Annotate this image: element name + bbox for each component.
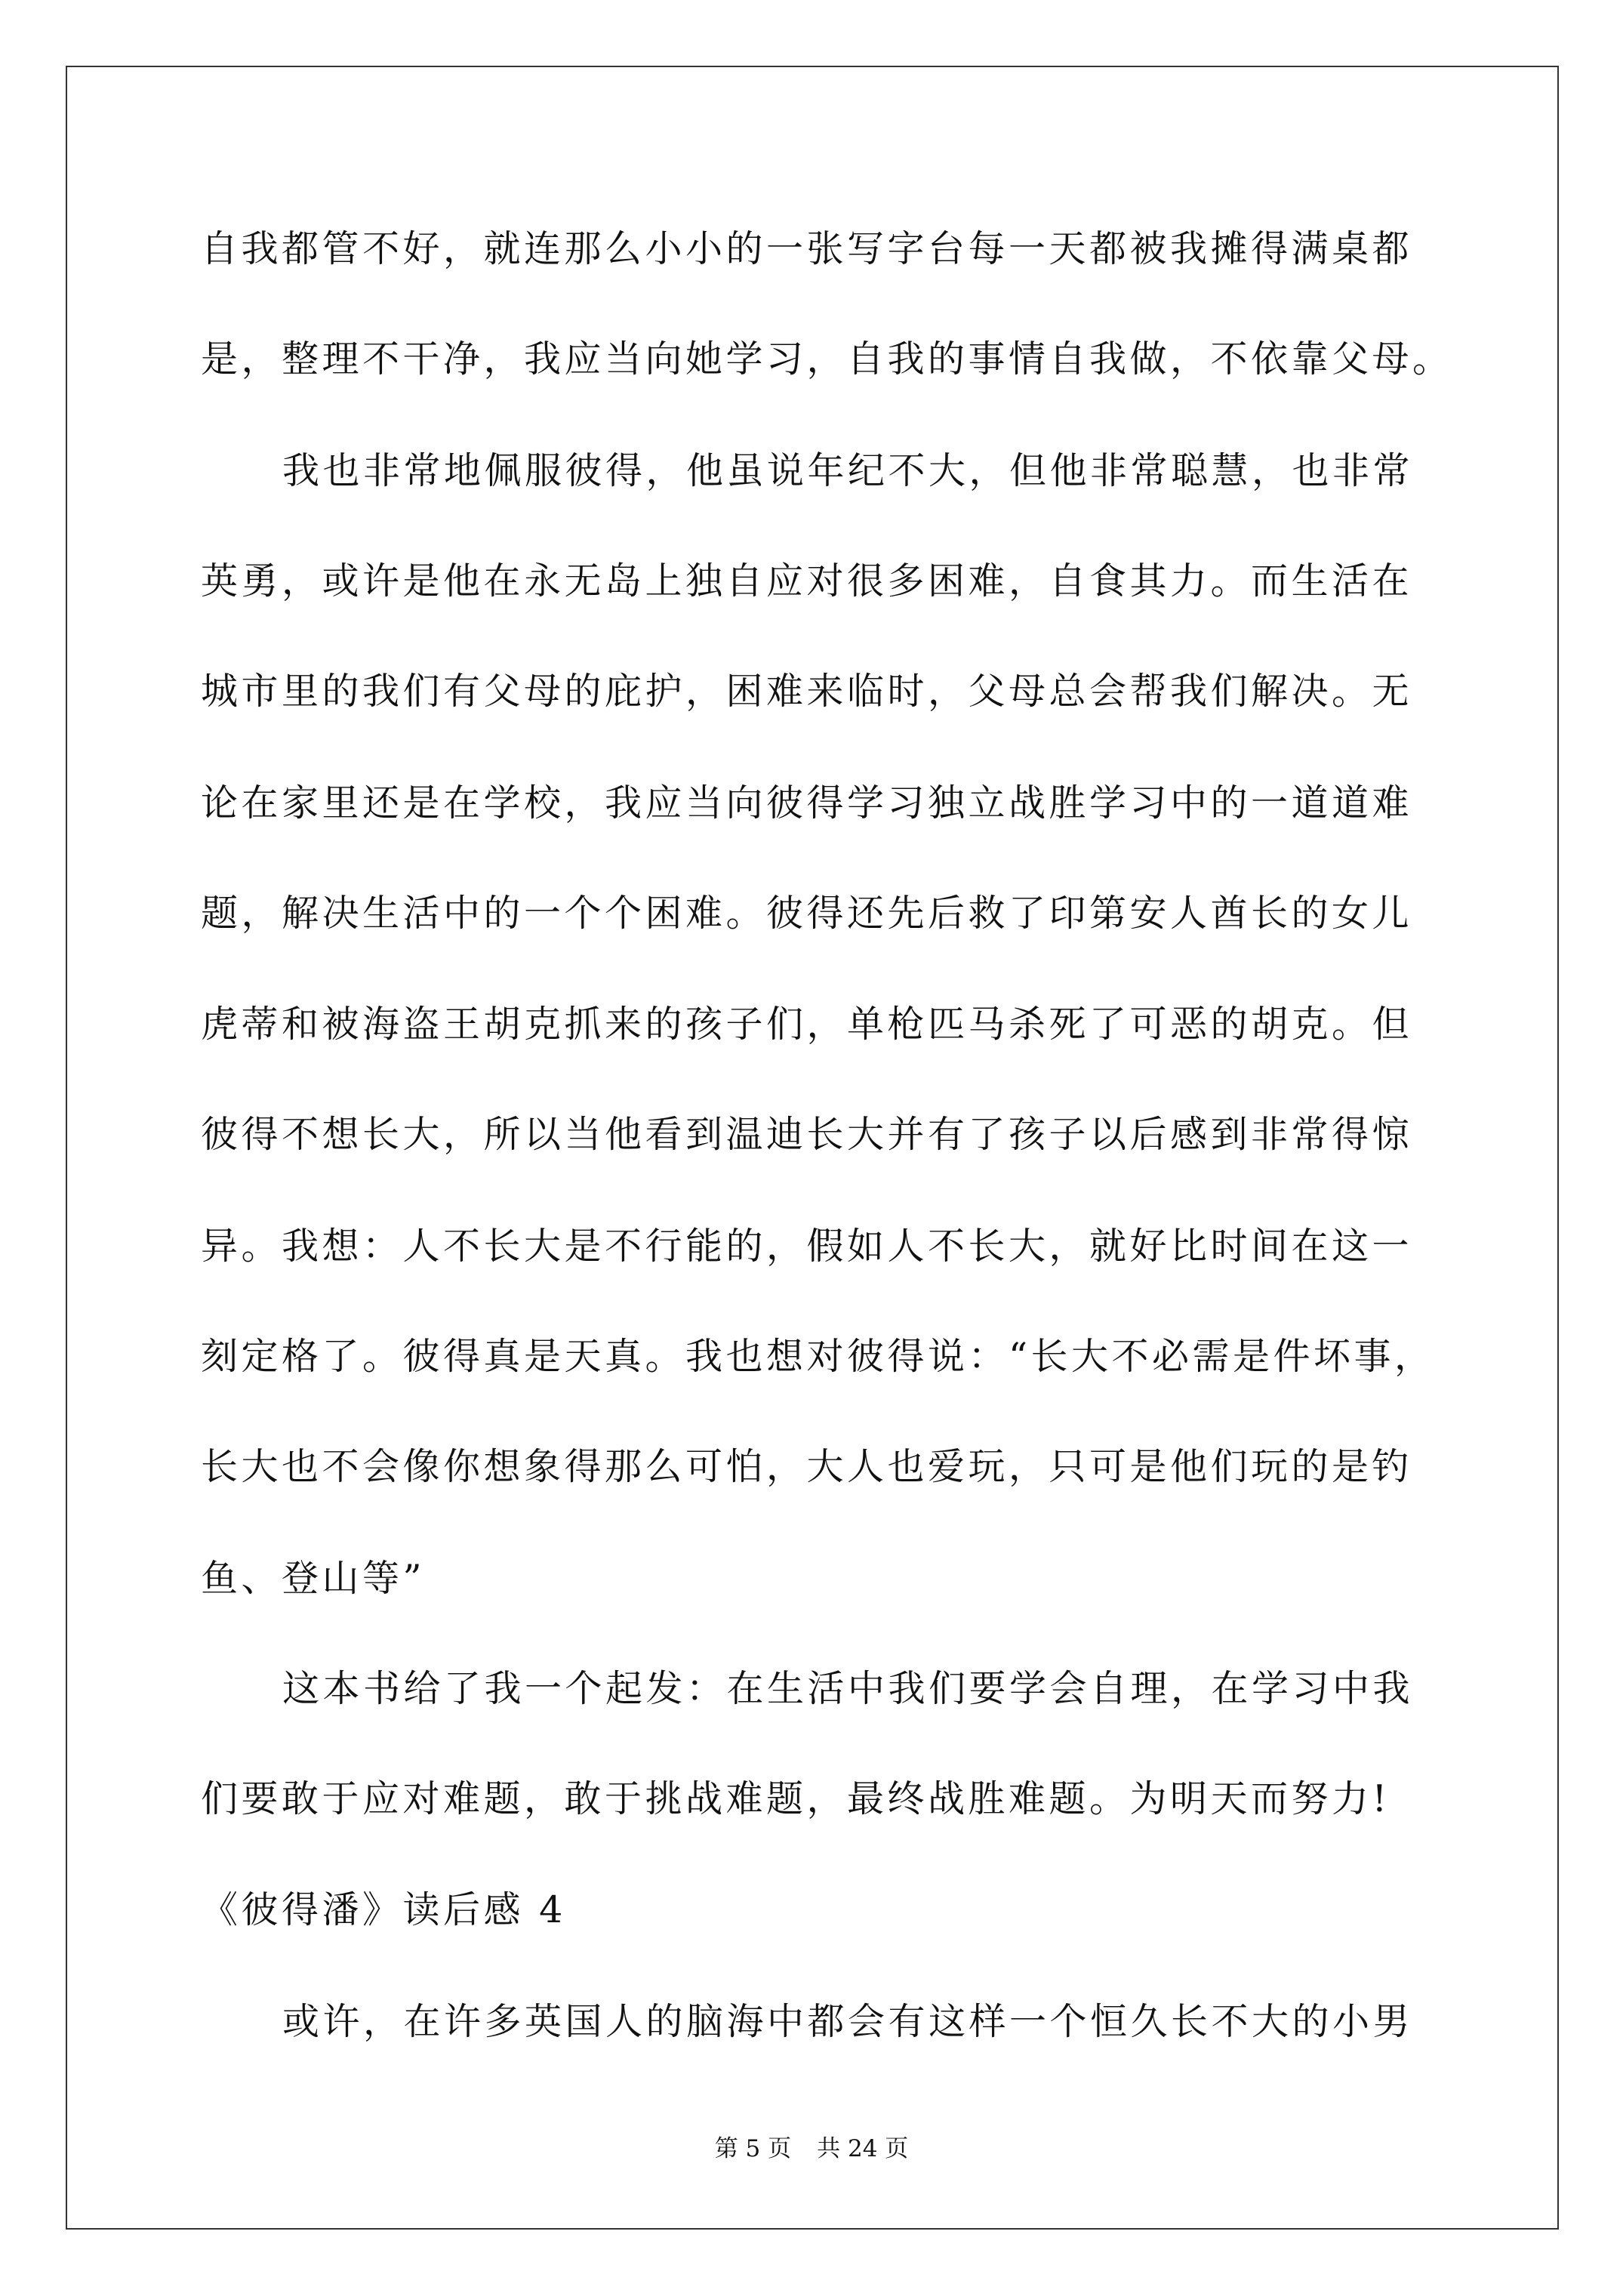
paragraph-start-line: 我也非常地佩服彼得，他虽说年纪不大，但他非常聪慧，也非常 — [282, 449, 1414, 492]
text-line: 刻定格了。彼得真是天真。我也想对彼得说：“长大不必需是件坏事， — [201, 1335, 1435, 1378]
paragraph-start-line: 或许，在许多英国人的脑海中都会有这样一个恒久长不大的小男 — [282, 2000, 1414, 2043]
text-line: 鱼、登山等” — [201, 1557, 426, 1600]
page-number: 第 5 页 — [714, 2135, 792, 2162]
paragraph-start-line: 这本书给了我一个起发：在生活中我们要学会自理，在学习中我 — [282, 1667, 1414, 1710]
section-heading: 《彼得潘》读后感 4 — [201, 1888, 566, 1931]
text-line: 长大也不会像你想象得那么可怕，大人也爱玩，只可是他们玩的是钓 — [201, 1445, 1413, 1488]
text-line: 彼得不想长大，所以当他看到温迪长大并有了孩子以后感到非常得惊 — [201, 1113, 1413, 1156]
text-line: 城市里的我们有父母的庇护，困难来临时，父母总会帮我们解决。无 — [201, 670, 1413, 713]
text-line: 异。我想：人不长大是不行能的，假如人不长大，就好比时间在这一 — [201, 1225, 1413, 1268]
text-line: 题，解决生活中的一个个困难。彼得还先后救了印第安人酋长的女儿 — [201, 892, 1413, 935]
text-line: 虎蒂和被海盗王胡克抓来的孩子们，单枪匹马杀死了可恶的胡克。但 — [201, 1003, 1413, 1046]
total-pages: 共 24 页 — [817, 2135, 909, 2162]
text-line: 是，整理不干净，我应当向她学习，自我的事情自我做，不依靠父母。 — [201, 337, 1453, 381]
page-footer — [0, 2134, 1623, 2164]
text-line: 英勇，或许是他在永无岛上独自应对很多困难，自食其力。而生活在 — [201, 559, 1413, 603]
text-line: 论在家里还是在学校，我应当向彼得学习独立战胜学习中的一道道难 — [201, 781, 1413, 824]
text-line: 们要敢于应对难题，敢于挑战难题，最终战胜难题。为明天而努力! — [201, 1777, 1390, 1820]
text-line: 自我都管不好，就连那么小小的一张写字台每一天都被我摊得满桌都 — [201, 227, 1413, 270]
